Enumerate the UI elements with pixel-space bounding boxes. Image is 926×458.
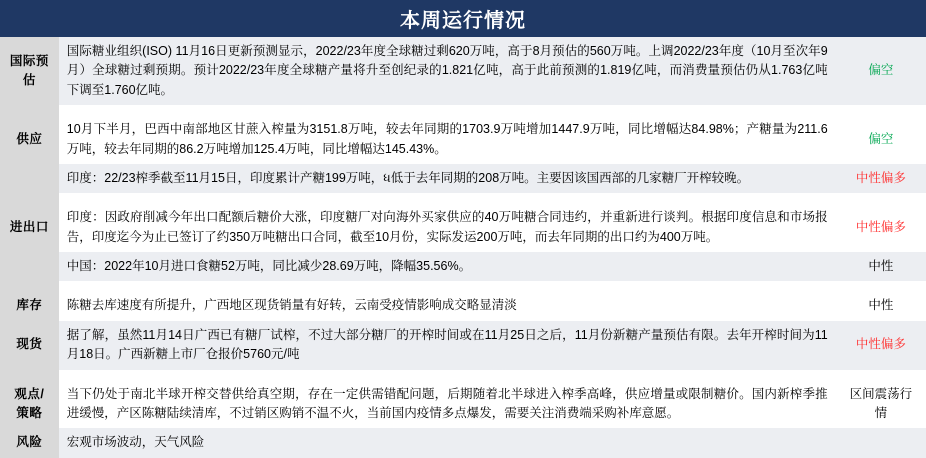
- row-view: 中性偏多: [836, 203, 926, 252]
- row-view: [836, 428, 926, 457]
- row-category: 观点/策略: [0, 380, 59, 429]
- row-category: 国际预估: [0, 37, 59, 105]
- row-content: 陈糖去库速度有所提升，广西地区现货销量有好转，云南受疫情影响成交略显清淡: [59, 291, 836, 320]
- row-view: 偏空: [836, 115, 926, 164]
- table-row: [0, 428, 926, 457]
- row-spacer: [0, 370, 926, 380]
- row-content: 10月下半月，巴西中南部地区甘蔗入榨量为3151.8万吨，较去年同期的1703.9万吨增加1447.9万吨，同比增幅达84.98%；产糖量为211.6万吨，较去年同期的86.2万吨增加125.4万吨，同比增幅达145.43%。: [59, 115, 836, 164]
- table-body: [0, 37, 926, 458]
- row-category: 风险: [0, 428, 59, 457]
- row-view: 区间震荡行情: [836, 380, 926, 429]
- table-row: [0, 252, 926, 281]
- page-title: 本周运行情况: [400, 10, 526, 32]
- summary-table: [0, 37, 926, 458]
- row-content: 中国：2022年10月进口食糖52万吨，同比减少28.69万吨，降幅35.56%。: [59, 252, 836, 281]
- row-content: 印度：22/23榨季截至11月15日，印度累计产糖199万吨，ધ低于去年同期的208万吨。主要因该国西部的几家糖厂开榨较晚。: [59, 164, 836, 193]
- row-category: 现货: [0, 321, 59, 370]
- row-category: 进出口: [0, 203, 59, 252]
- row-view: 中性偏多: [836, 321, 926, 370]
- table-row: [0, 291, 926, 320]
- row-category: [0, 164, 59, 193]
- row-category: 供应: [0, 115, 59, 164]
- row-content: 宏观市场波动，天气风险: [59, 428, 836, 457]
- row-content: 据了解，虽然11月14日广西已有糖厂试榨，不过大部分糖厂的开榨时间或在11月25日之后，11月份新糖产量预估有限。去年开榨时间为11月18日。广西新糖上市厂仓报价5760元/吨: [59, 321, 836, 370]
- row-content: 当下仍处于南北半球开榨交替供给真空期，存在一定供需错配问题，后期随着北半球进入榨季高峰，供应增量或限制糖价。国内新榨季推进缓慢，产区陈糖陆续清库，不过销区购销不温不火，当前国内疫情多点爆发，需要关注消费端采购补库意愿。: [59, 380, 836, 429]
- row-spacer: [0, 105, 926, 115]
- row-category: [0, 252, 59, 281]
- row-spacer: [0, 193, 926, 203]
- row-view: 中性: [836, 252, 926, 281]
- row-content: 国际糖业组织(ISO) 11月16日更新预测显示，2022/23年度全球糖过剩620万吨，高于8月预估的560万吨。上调2022/23年度（10月至次年9月）全球糖过剩预期。预计2022/23年度全球糖产量将升至创纪录的1.821亿吨，高于此前预测的1.819亿吨，而消费量预估仍从1.763亿吨下调至1.760亿吨。: [59, 37, 836, 105]
- row-content: 印度：因政府削减今年出口配额后糖价大涨，印度糖厂对向海外买家供应的40万吨糖合同违约，并重新进行谈判。根据印度信息和市场报告，印度迄今为止已签订了约350万吨糖出口合同，截至10月份，实际发运200万吨，而去年同期的出口约为400万吨。: [59, 203, 836, 252]
- document-title-bar: [0, 0, 926, 37]
- table-row: [0, 321, 926, 370]
- row-view: 中性偏多: [836, 164, 926, 193]
- row-view: 中性: [836, 291, 926, 320]
- table-row: [0, 115, 926, 164]
- row-view: 偏空: [836, 37, 926, 105]
- table-row: [0, 37, 926, 105]
- table-row: [0, 380, 926, 429]
- row-spacer: [0, 281, 926, 291]
- table-row: [0, 164, 926, 193]
- table-row: [0, 203, 926, 252]
- row-category: 库存: [0, 291, 59, 320]
